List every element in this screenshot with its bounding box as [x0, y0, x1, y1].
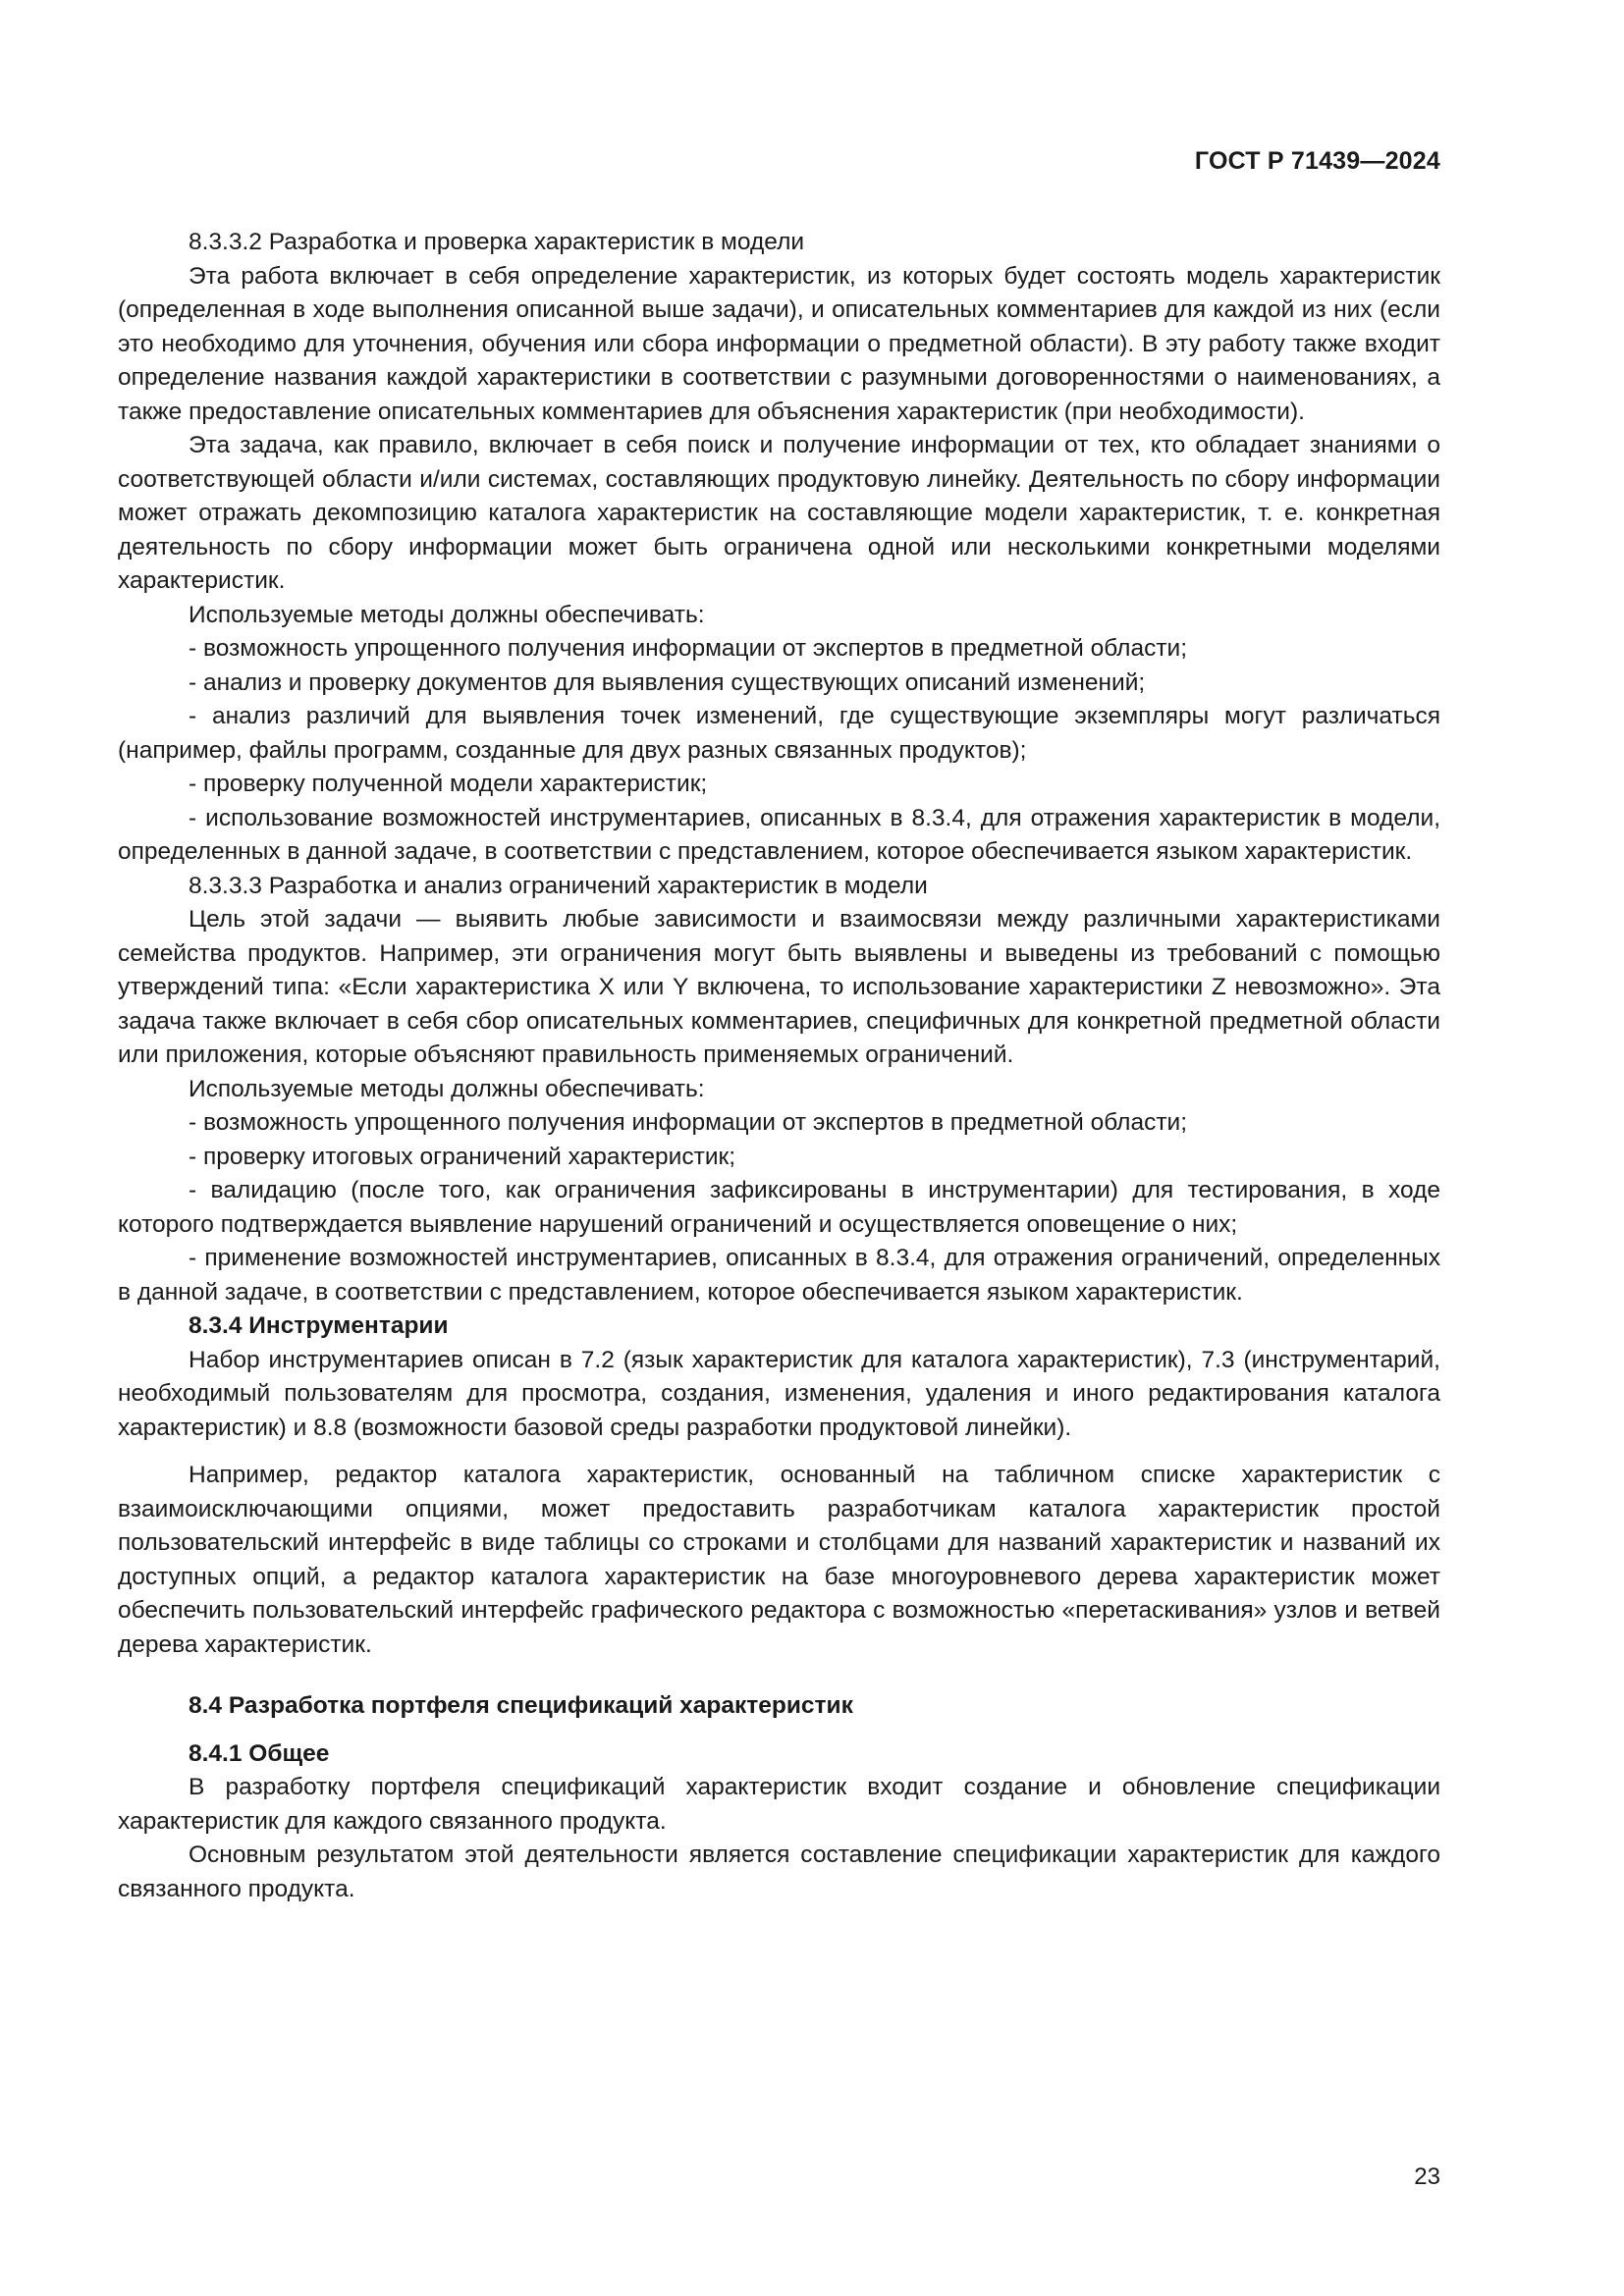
paragraph: Цель этой задачи — выявить любые зависимости и взаимосвязи между различными характеристиками семейства продуктов. Например, эти ограничения могут быть выявлены и выведены из требований с помощью утверждений типа: «Если характеристика X или Y включена, то использование характеристики Z невозможно». Эта задача также включает в себя сбор описательных комментариев, специфичных для конкретной предметной области или приложения, которые объясняют правильность применяемых ограничений. [118, 906, 1440, 1068]
list-item: - возможность упрощенного получения информации от экспертов в предметной области; [189, 635, 1188, 662]
section-8-4-title: 8.4 Разработка портфеля спецификаций характеристик [189, 1692, 853, 1719]
document-body [118, 226, 1440, 1906]
paragraph: Эта задача, как правило, включает в себя поиск и получение информации от тех, кто обладает знаниями о соответствующей области и/или системах, составляющих продуктовую линейку. Деятельность по сбору информации может отражать декомпозицию каталога характеристик на составляющие модели характеристик, т. е. конкретная деятельность по сбору информации может быть ограничена одной или несколькими конкретными моделями характеристик. [118, 432, 1440, 594]
paragraph: В разработку портфеля спецификаций характеристик входит создание и обновление спецификации характеристик для каждого связанного продукта. [118, 1774, 1440, 1835]
methods-intro: Используемые методы должны обеспечивать: [189, 601, 705, 628]
methods-intro: Используемые методы должны обеспечивать: [189, 1075, 705, 1102]
list-item: - использование возможностей инструментариев, описанных в 8.3.4, для отражения характеристик в модели, определенных в данной задаче, в соответствии с представлением, которое обеспечивается языком характеристик. [118, 804, 1440, 865]
paragraph: Эта работа включает в себя определение характеристик, из которых будет состоять модель характеристик (определенная в ходе выполнения описанной выше задачи), и описательных комментариев для каждой из них (если это необходимо для уточнения, обучения или сбора информации о предметной области). В эту работу также входит определение названия каждой характеристики в соответствии с разумными договоренностями о наименованиях, а также предоставление описательных комментариев для объяснения характеристик (при необходимости). [118, 262, 1440, 425]
paragraph: Например, редактор каталога характеристик, основанный на табличном списке характеристик с взаимоисключающими опциями, может предоставить разработчикам каталога характеристик простой пользовательский интерфейс в виде таблицы со строками и столбцами для названий характеристик и названий их доступных опций, а редактор каталога характеристик на базе многоуровневого дерева характеристик может обеспечить пользовательский интерфейс графического редактора с возможностью «перетаскивания» узлов и ветвей дерева характеристик. [118, 1462, 1440, 1658]
spacer [118, 1662, 1440, 1676]
section-8-4-1-title: 8.4.1 Общее [189, 1739, 330, 1767]
paragraph: Основным результатом этой деятельности является составление спецификации характеристик для каждого связанного продукта. [118, 1842, 1440, 1902]
list-item: - валидацию (после того, как ограничения зафиксированы в инструментарии) для тестирования, в ходе которого подтверждается выявление нарушений ограничений и осуществляется оповещение о них; [118, 1177, 1440, 1238]
list-item: - анализ различий для выявления точек изменений, где существующие экземпляры могут различаться (например, файлы программ, созданные для двух разных связанных продуктов); [118, 703, 1440, 764]
section-8-3-3-3-title: 8.3.3.3 Разработка и анализ ограничений характеристик в модели [189, 872, 928, 899]
list-item: - проверку итоговых ограничений характеристик; [189, 1143, 736, 1170]
page-number: 23 [1414, 2163, 1440, 2190]
list-item: - проверку полученной модели характеристик; [189, 771, 708, 797]
section-8-3-4-title: 8.3.4 Инструментарии [189, 1312, 449, 1339]
spacer [118, 1724, 1440, 1737]
spacer [118, 1676, 1440, 1689]
list-item: - возможность упрощенного получения информации от экспертов в предметной области; [189, 1109, 1188, 1136]
paragraph: Набор инструментариев описан в 7.2 (язык характеристик для каталога характеристик), 7.3 (инструментарий, необходимый пользователям для просмотра, создания, изменения, удаления и иного редактирования каталога характеристик) и 8.8 (возможности базовой среды разработки продуктовой линейки). [118, 1346, 1440, 1441]
list-item: - применение возможностей инструментариев, описанных в 8.3.4, для отражения ограничений, определенных в данной задаче, в соответствии с представлением, которое обеспечивается языком характеристик. [118, 1245, 1440, 1306]
section-8-3-3-2-title: 8.3.3.2 Разработка и проверка характеристик в модели [189, 229, 805, 255]
list-item: - анализ и проверку документов для выявления существующих описаний изменений; [189, 668, 1146, 696]
spacer [118, 1445, 1440, 1459]
document-number: ГОСТ Р 71439—2024 [1194, 147, 1440, 175]
